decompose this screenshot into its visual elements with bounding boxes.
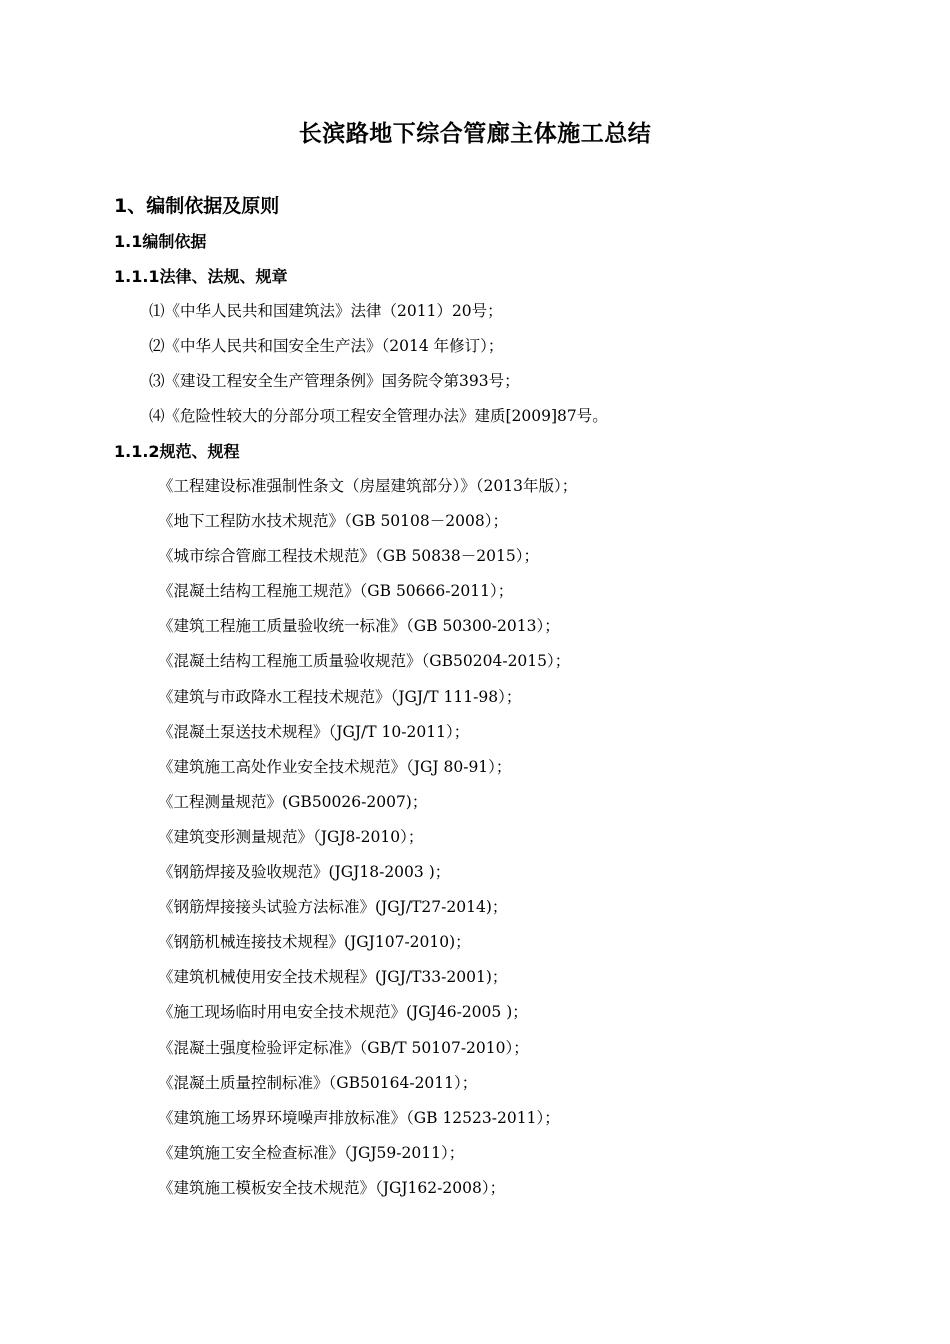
list-item: 《建筑施工模板安全技术规范》（JGJ162-2008）； <box>158 1178 506 1197</box>
list-item: 《混凝土质量控制标准》（GB50164-2011）； <box>158 1073 478 1092</box>
part-1-1-2-heading: 1.1.2规范、规程 <box>114 442 240 461</box>
list-item: 《地下工程防水技术规范》（GB 50108－2008）； <box>158 512 508 531</box>
list-item: 《钢筋焊接及验收规范》(JGJ18-2003 )； <box>158 863 451 882</box>
list-item: 《工程测量规范》(GB50026-2007)； <box>158 792 428 811</box>
list-item: 《混凝土泵送技术规程》（JGJ/T 10-2011）； <box>158 722 470 741</box>
standards-list <box>0 469 950 1206</box>
document-title: 长滨路地下综合管廊主体施工总结 <box>298 121 652 147</box>
list-item: 《建筑工程施工质量验收统一标准》（GB 50300-2013）； <box>158 617 560 636</box>
list-item: ⑶《建设工程安全生产管理条例》国务院令第393号； <box>149 372 520 391</box>
list-item: ⑵《中华人民共和国安全生产法》（2014 年修订）； <box>149 337 504 356</box>
list-item: 《混凝土结构工程施工规范》（GB 50666-2011）； <box>158 582 514 601</box>
list-item: 《建筑施工安全检查标准》（JGJ59-2011）； <box>158 1143 465 1162</box>
list-item: 《混凝土强度检验评定标准》（GB/T 50107-2010）； <box>158 1038 529 1057</box>
list-item: 《建筑变形测量规范》（JGJ8-2010）； <box>158 827 424 846</box>
section-1-heading: 1、编制依据及原则 <box>114 195 280 217</box>
list-item: 《工程建设标准强制性条文（房屋建筑部分）》（2013年版）； <box>158 477 578 495</box>
list-item: 《混凝土结构工程施工质量验收规范》（GB50204-2015）； <box>158 652 571 671</box>
list-item: ⑷《危险性较大的分部分项工程安全管理办法》建质[2009]87号。 <box>149 407 608 426</box>
list-item: 《建筑施工高处作业安全技术规范》（JGJ 80-91）； <box>158 757 512 776</box>
subsection-1-1-heading: 1.1编制依据 <box>114 232 207 251</box>
list-item: 《城市综合管廊工程技术规范》（GB 50838－2015）； <box>158 547 539 566</box>
part-1-1-1-heading: 1.1.1法律、法规、规章 <box>114 267 288 286</box>
list-item: 《施工现场临时用电安全技术规范》(JGJ46-2005 )； <box>158 1003 528 1022</box>
list-item: 《建筑与市政降水工程技术规范》（JGJ/T 111-98）； <box>158 687 522 706</box>
laws-regulations-list <box>0 294 950 434</box>
list-item: 《钢筋焊接接头试验方法标准》(JGJ/T27-2014)； <box>158 898 508 917</box>
list-item: ⑴《中华人民共和国建筑法》法律（2011）20号； <box>149 302 503 320</box>
list-item: 《建筑机械使用安全技术规程》(JGJ/T33-2001)； <box>158 968 508 987</box>
list-item: 《建筑施工场界环境噪声排放标准》（GB 12523-2011）； <box>158 1108 560 1127</box>
list-item: 《钢筋机械连接技术规程》(JGJ107-2010)； <box>158 933 471 952</box>
